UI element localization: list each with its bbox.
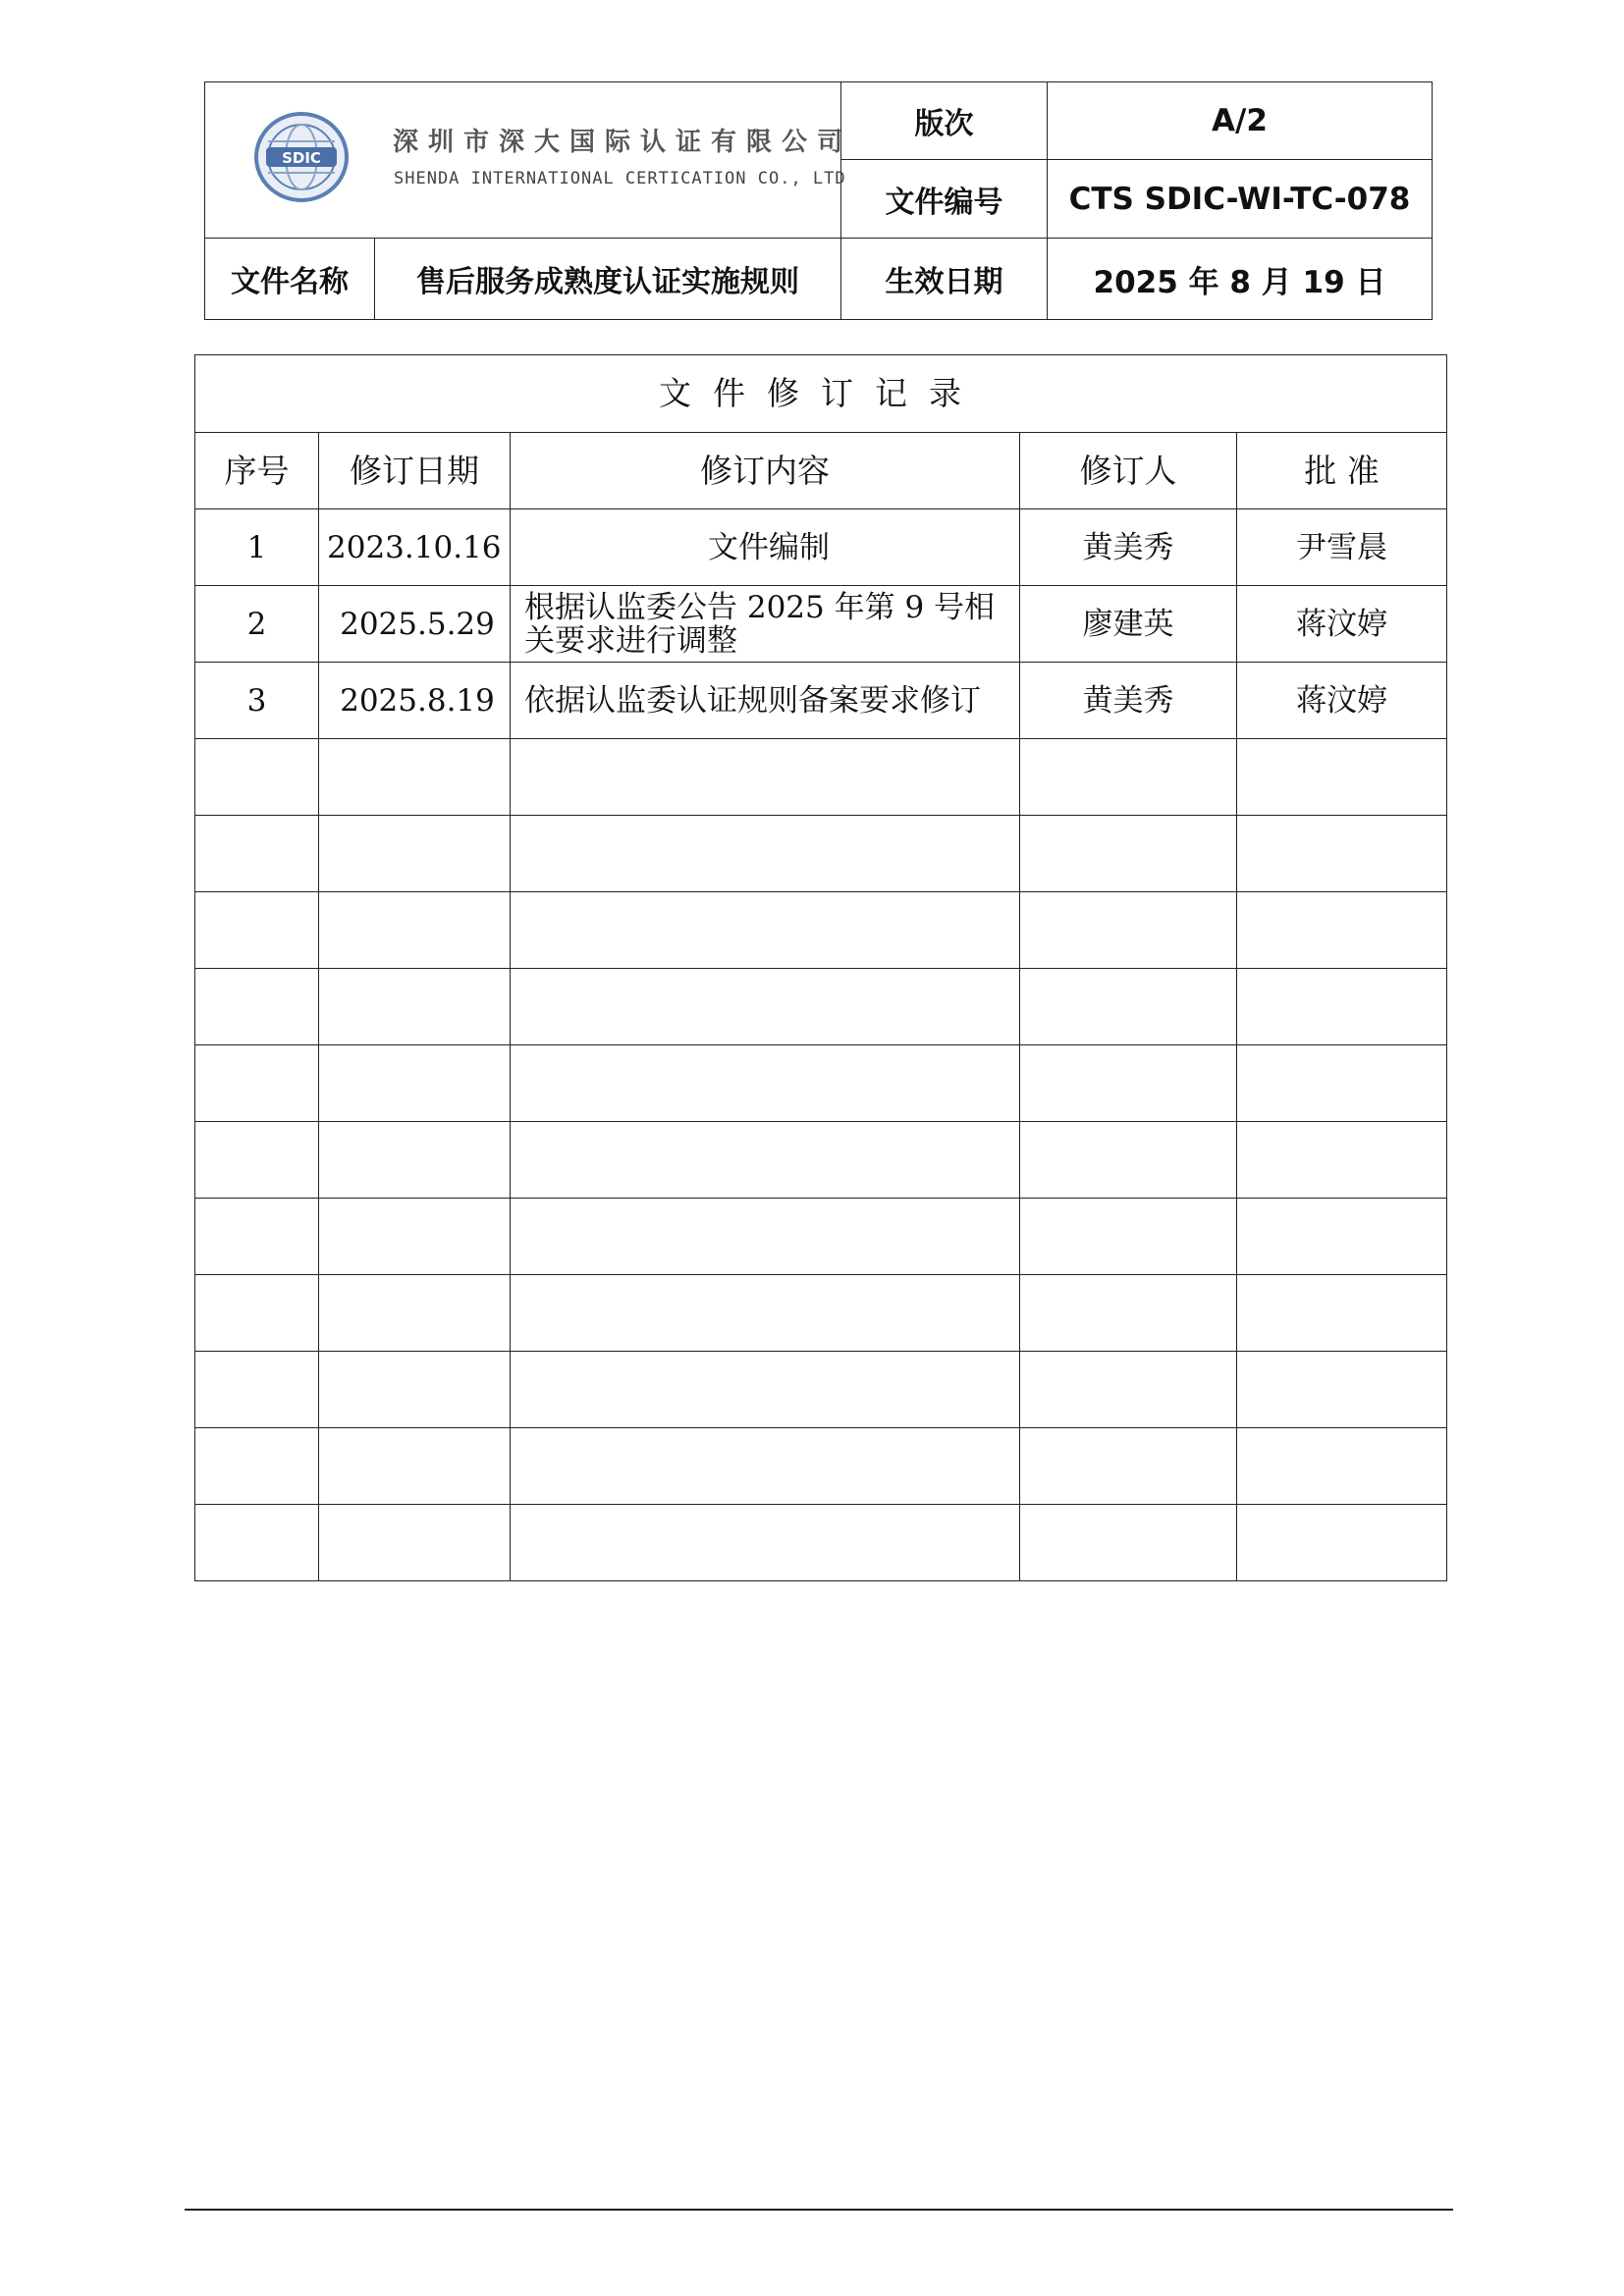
- empty-cell: [511, 1199, 1020, 1275]
- footer-rule: [185, 2209, 1453, 2211]
- empty-cell: [195, 1122, 319, 1199]
- row-no: 3: [195, 663, 319, 739]
- doc-number-value: CTS SDIC-WI-TC-078: [1048, 160, 1433, 239]
- empty-cell: [1237, 1199, 1447, 1275]
- row-content: 文件编制: [511, 509, 1020, 586]
- empty-cell: [195, 1428, 319, 1505]
- row-content: 依据认监委认证规则备案要求修订: [511, 663, 1020, 739]
- empty-cell: [195, 816, 319, 892]
- row-approver: 蒋汶婷: [1237, 663, 1447, 739]
- empty-table-row: [195, 739, 1447, 816]
- empty-table-row: [195, 892, 1447, 969]
- empty-cell: [1237, 739, 1447, 816]
- empty-cell: [195, 1199, 319, 1275]
- empty-cell: [1237, 1122, 1447, 1199]
- empty-cell: [1237, 1352, 1447, 1428]
- empty-cell: [319, 892, 511, 969]
- row-content: 根据认监委公告 2025 年第 9 号相关要求进行调整: [511, 586, 1020, 663]
- row-reviser: 廖建英: [1020, 586, 1237, 663]
- row-date: 2025.8.19: [319, 663, 511, 739]
- empty-cell: [319, 969, 511, 1045]
- empty-cell: [511, 892, 1020, 969]
- empty-cell: [195, 1045, 319, 1122]
- empty-table-row: [195, 1199, 1447, 1275]
- document-header-table: [204, 81, 1433, 320]
- empty-cell: [319, 816, 511, 892]
- revision-table-title: 文件修订记录: [195, 355, 1447, 433]
- col-header-approver: 批 准: [1237, 433, 1447, 509]
- empty-cell: [511, 1352, 1020, 1428]
- row-date: 2025.5.29: [319, 586, 511, 663]
- edition-value: A/2: [1048, 82, 1433, 160]
- empty-cell: [1020, 816, 1237, 892]
- table-row: [195, 663, 1447, 739]
- empty-cell: [195, 892, 319, 969]
- empty-cell: [1237, 892, 1447, 969]
- company-logo-cell: [205, 82, 853, 239]
- empty-cell: [511, 816, 1020, 892]
- doc-name-value: 售后服务成熟度认证实施规则: [375, 239, 841, 320]
- empty-cell: [319, 1122, 511, 1199]
- empty-cell: [195, 1352, 319, 1428]
- empty-cell: [319, 739, 511, 816]
- row-reviser: 黄美秀: [1020, 509, 1237, 586]
- row-date: 2023.10.16: [319, 509, 511, 586]
- row-approver: 蒋汶婷: [1237, 586, 1447, 663]
- empty-cell: [511, 1122, 1020, 1199]
- empty-cell: [511, 1275, 1020, 1352]
- table-row: [195, 509, 1447, 586]
- empty-cell: [1020, 1122, 1237, 1199]
- empty-cell: [1020, 1045, 1237, 1122]
- empty-table-row: [195, 1505, 1447, 1581]
- empty-cell: [1020, 1352, 1237, 1428]
- empty-cell: [319, 1199, 511, 1275]
- edition-label: 版次: [841, 82, 1048, 160]
- empty-cell: [511, 969, 1020, 1045]
- empty-cell: [511, 739, 1020, 816]
- empty-cell: [1020, 739, 1237, 816]
- row-no: 1: [195, 509, 319, 586]
- empty-cell: [1020, 1428, 1237, 1505]
- logo-text: SDIC: [282, 149, 321, 167]
- empty-cell: [1237, 1505, 1447, 1581]
- empty-cell: [1237, 1275, 1447, 1352]
- empty-cell: [1237, 969, 1447, 1045]
- empty-cell: [195, 1505, 319, 1581]
- revision-record-table: [194, 354, 1447, 1581]
- empty-cell: [319, 1275, 511, 1352]
- empty-cell: [1020, 1275, 1237, 1352]
- row-reviser: 黄美秀: [1020, 663, 1237, 739]
- empty-cell: [1020, 969, 1237, 1045]
- empty-cell: [1237, 1045, 1447, 1122]
- globe-logo-icon: [252, 112, 354, 202]
- doc-name-label: 文件名称: [205, 239, 375, 320]
- empty-cell: [1020, 892, 1237, 969]
- table-row: [195, 586, 1447, 663]
- row-approver: 尹雪晨: [1237, 509, 1447, 586]
- col-header-date: 修订日期: [319, 433, 511, 509]
- empty-cell: [1237, 1428, 1447, 1505]
- empty-cell: [511, 1505, 1020, 1581]
- empty-table-row: [195, 1275, 1447, 1352]
- company-name-cn: 深圳市深大国际认证有限公司: [393, 128, 853, 157]
- empty-cell: [195, 1275, 319, 1352]
- company-logo: [252, 112, 853, 220]
- row-no: 2: [195, 586, 319, 663]
- effective-date-label: 生效日期: [841, 239, 1048, 320]
- effective-date-value: 2025 年 8 月 19 日: [1048, 239, 1433, 320]
- empty-table-row: [195, 1122, 1447, 1199]
- empty-cell: [319, 1045, 511, 1122]
- col-header-reviser: 修订人: [1020, 433, 1237, 509]
- empty-cell: [319, 1352, 511, 1428]
- empty-table-row: [195, 816, 1447, 892]
- col-header-content: 修订内容: [511, 433, 1020, 509]
- empty-cell: [195, 739, 319, 816]
- empty-cell: [319, 1428, 511, 1505]
- empty-table-row: [195, 1428, 1447, 1505]
- empty-cell: [1020, 1505, 1237, 1581]
- empty-cell: [511, 1045, 1020, 1122]
- empty-table-row: [195, 1045, 1447, 1122]
- col-header-no: 序号: [195, 433, 319, 509]
- empty-cell: [319, 1505, 511, 1581]
- empty-table-row: [195, 1352, 1447, 1428]
- empty-cell: [1237, 816, 1447, 892]
- empty-cell: [195, 969, 319, 1045]
- company-name-en: SHENDA INTERNATIONAL CERTICATION CO., LTD: [394, 169, 846, 188]
- empty-cell: [1020, 1199, 1237, 1275]
- empty-cell: [511, 1428, 1020, 1505]
- empty-table-row: [195, 969, 1447, 1045]
- doc-number-label: 文件编号: [841, 160, 1048, 239]
